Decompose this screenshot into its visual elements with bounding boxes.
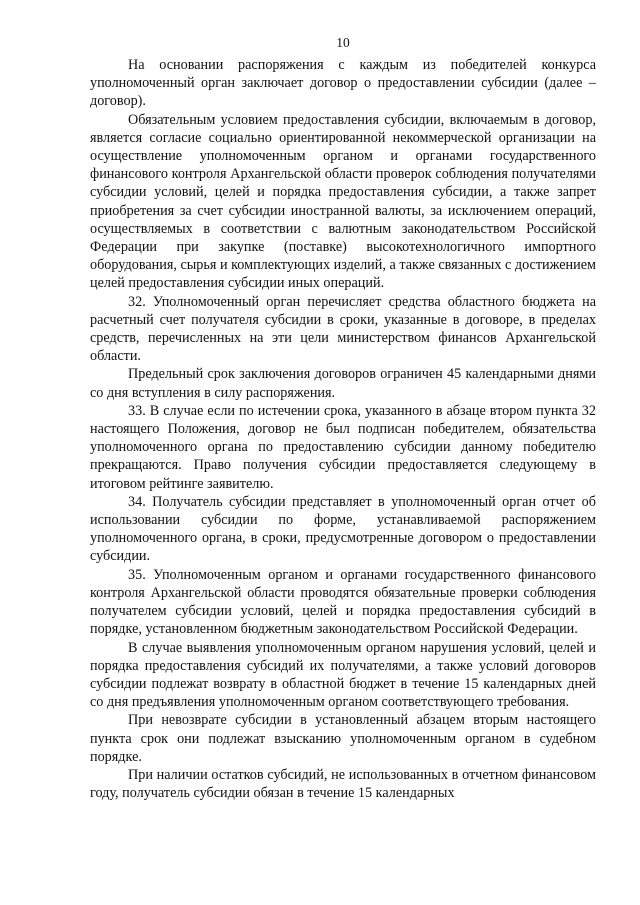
paragraph-violation-refund: В случае выявления уполномоченным органом нарушения условий, целей и порядка предоставления субсидий их получателями, а также условий договоров субсидии подлежат возврату в областной бюджет в течение 15 календарных дней со дня предъявления уполномоченным органом соответствующего требования. xyxy=(90,639,596,711)
paragraph-contract-deadline: Предельный срок заключения договоров ограничен 45 календарными днями со дня вступления в силу распоряжения. xyxy=(90,366,596,401)
paragraph-item-33: 33. В случае если по истечении срока, указанного в абзаце втором пункта 32 настоящего Положения, договор не был подписан победителем, обязательства уполномоченного органа по предоставлению субсидии данному победителю прекращаются. Право получения субсидии предоставляется следующему в итоговом рейтинге заявителю. xyxy=(90,402,596,492)
paragraph-unused-balance: При наличии остатков субсидий, не использованных в отчетном финансовом году, получатель субсидии обязан в течение 15 календарных xyxy=(90,766,596,802)
paragraph-item-35: 35. Уполномоченным органом и органами государственного финансового контроля Архангельской области проводятся обязательные проверки соблюдения получателем субсидии условий, целей и порядка предоставления субсидий в порядке, установленном бюджетным законодательством Российской Федерации. xyxy=(90,566,596,638)
page-number: 10 xyxy=(336,35,350,50)
paragraph-item-32: 32. Уполномоченный орган перечисляет средства областного бюджета на расчетный счет получателя субсидии в сроки, указанные в договоре, в пределах средств, перечисленных на эти цели министерством финансов Архангельской области. xyxy=(90,293,596,365)
paragraph-item-34: 34. Получатель субсидии представляет в уполномоченный орган отчет об использовании субсидии по форме, устанавливаемой распоряжением уполномоченного органа, в сроки, предусмотренные договором о предоставлении субсидии. xyxy=(90,493,596,565)
document-page xyxy=(90,34,596,802)
paragraph-court-recovery: При невозврате субсидии в установленный абзацем вторым настоящего пункта срок они подлежат взысканию уполномоченным органом в судебном порядке. xyxy=(90,712,596,765)
paragraph-contract-conclusion: На основании распоряжения с каждым из победителей конкурса уполномоченный орган заключает договор о предоставлении субсидии (далее – договор). xyxy=(90,57,596,110)
paragraph-mandatory-condition: Обязательным условием предоставления субсидии, включаемым в договор, является согласие социально ориентированной некоммерческой организации на осуществление уполномоченным органом и органами государственного финансового контроля Архангельской области проверок соблюдения получателями субсидии условий, целей и порядка предоставления субсидии, а также запрет приобретения за счет субсидии иностранной валюты, за исключением операций, осуществляемых в соответствии с валютным законодательством Российской Федерации при закупке (поставке) высокотехнологичного импортного оборудования, сырья и комплектующих изделий, а также связанных с достижением целей предоставления субсидии иных операций. xyxy=(90,111,596,292)
